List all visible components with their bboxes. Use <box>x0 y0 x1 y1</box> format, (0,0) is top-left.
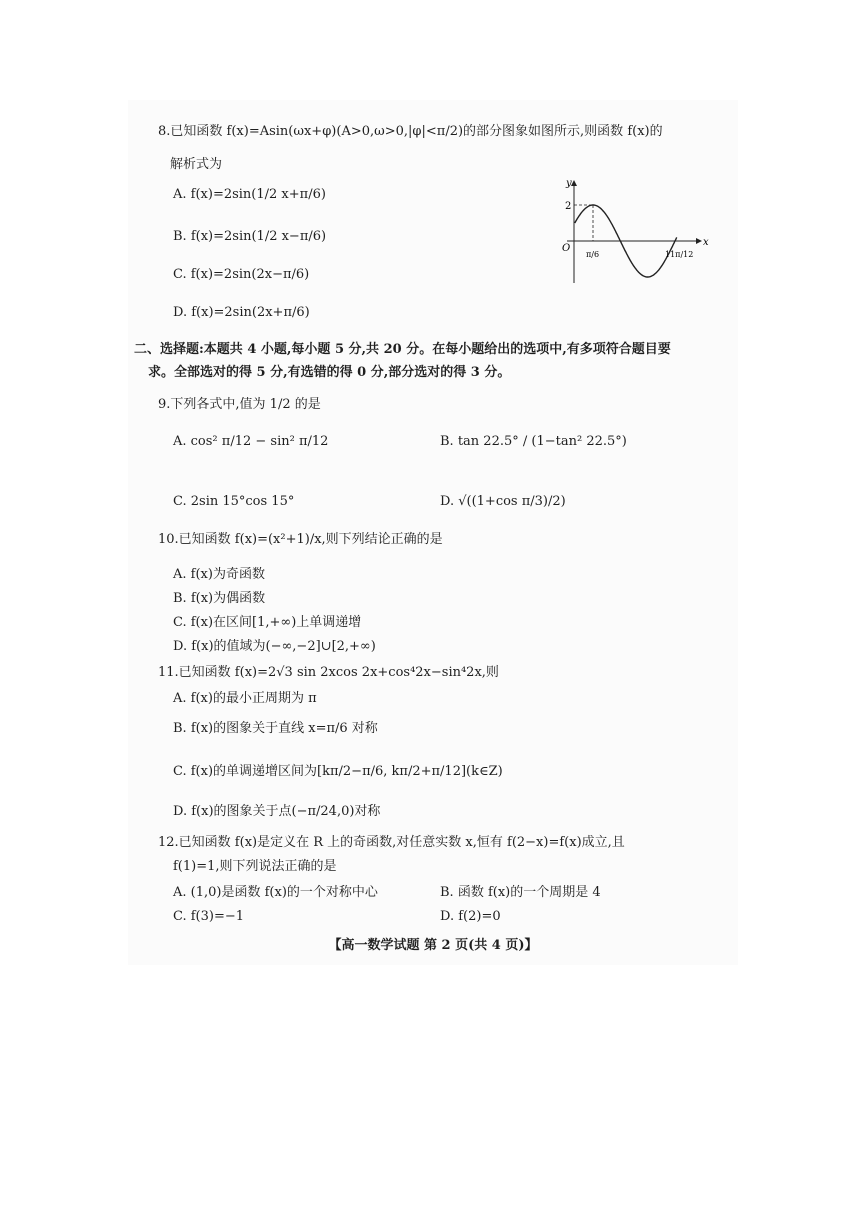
q9-stem: 9.下列各式中,值为 1/2 的是 <box>158 397 321 412</box>
tick-11pi-over-12: 11π/12 <box>665 250 694 259</box>
q8-option-b: B. f(x)=2sin(1/2 x−π/6) <box>173 229 327 244</box>
section2-line1: 二、选择题:本题共 4 小题,每小题 5 分,共 20 分。在每小题给出的选项中,有多项符合题目要 <box>134 342 671 357</box>
q10-option-c: C. f(x)在区间[1,+∞)上单调递增 <box>173 615 362 630</box>
q9-option-c: C. 2sin 15°cos 15° <box>173 494 295 509</box>
q12-option-a: A. (1,0)是函数 f(x)的一个对称中心 <box>173 885 378 900</box>
q8-option-a: A. f(x)=2sin(1/2 x+π/6) <box>173 187 326 202</box>
q12-option-b: B. 函数 f(x)的一个周期是 4 <box>440 885 601 900</box>
q11-option-b: B. f(x)的图象关于直线 x=π/6 对称 <box>173 721 378 736</box>
q8-stem-line2: 解析式为 <box>170 157 223 172</box>
q9-option-a: A. cos² π/12 − sin² π/12 <box>173 434 329 449</box>
q12-stem-line1: 12.已知函数 f(x)是定义在 R 上的奇函数,对任意实数 x,恒有 f(2−x)=f(x)成立,且 <box>158 835 625 850</box>
tick-pi-over-6: π/6 <box>586 250 600 259</box>
q11-option-a: A. f(x)的最小正周期为 π <box>173 691 317 706</box>
q11-stem: 11.已知函数 f(x)=2√3 sin 2xcos 2x+cos⁴2x−sin⁴2x,则 <box>158 665 499 680</box>
y-axis-label: y <box>566 178 572 189</box>
x-axis-label: x <box>703 237 709 248</box>
q12-option-d: D. f(2)=0 <box>440 909 501 924</box>
q9-option-d: D. √((1+cos π/3)/2) <box>440 494 566 509</box>
origin-label: O <box>562 243 571 254</box>
q12-stem-line2: f(1)=1,则下列说法正确的是 <box>173 859 337 874</box>
q11-option-d: D. f(x)的图象关于点(−π/24,0)对称 <box>173 804 381 819</box>
max-value-label: 2 <box>565 201 572 212</box>
exam-page <box>128 100 738 965</box>
q8-option-c: C. f(x)=2sin(2x−π/6) <box>173 267 310 282</box>
page-footer: 【高一数学试题 第 2 页(共 4 页)】 <box>328 938 538 953</box>
q8-stem-line1: 8.已知函数 f(x)=Asin(ωx+φ)(A>0,ω>0,|φ|<π/2)的部分图象如图所示,则函数 f(x)的 <box>158 124 663 139</box>
q10-option-b: B. f(x)为偶函数 <box>173 591 266 606</box>
sine-graph <box>553 175 718 285</box>
q8-option-d: D. f(x)=2sin(2x+π/6) <box>173 305 310 320</box>
q10-option-d: D. f(x)的值域为(−∞,−2]∪[2,+∞) <box>173 639 376 654</box>
q10-stem: 10.已知函数 f(x)=(x²+1)/x,则下列结论正确的是 <box>158 532 443 547</box>
q12-option-c: C. f(3)=−1 <box>173 909 245 924</box>
q11-option-c: C. f(x)的单调递增区间为[kπ/2−π/6, kπ/2+π/12](k∈Z) <box>173 764 503 779</box>
q10-option-a: A. f(x)为奇函数 <box>173 567 265 582</box>
section2-line2: 求。全部选对的得 5 分,有选错的得 0 分,部分选对的得 3 分。 <box>148 365 511 380</box>
q9-option-b: B. tan 22.5° / (1−tan² 22.5°) <box>440 434 627 449</box>
